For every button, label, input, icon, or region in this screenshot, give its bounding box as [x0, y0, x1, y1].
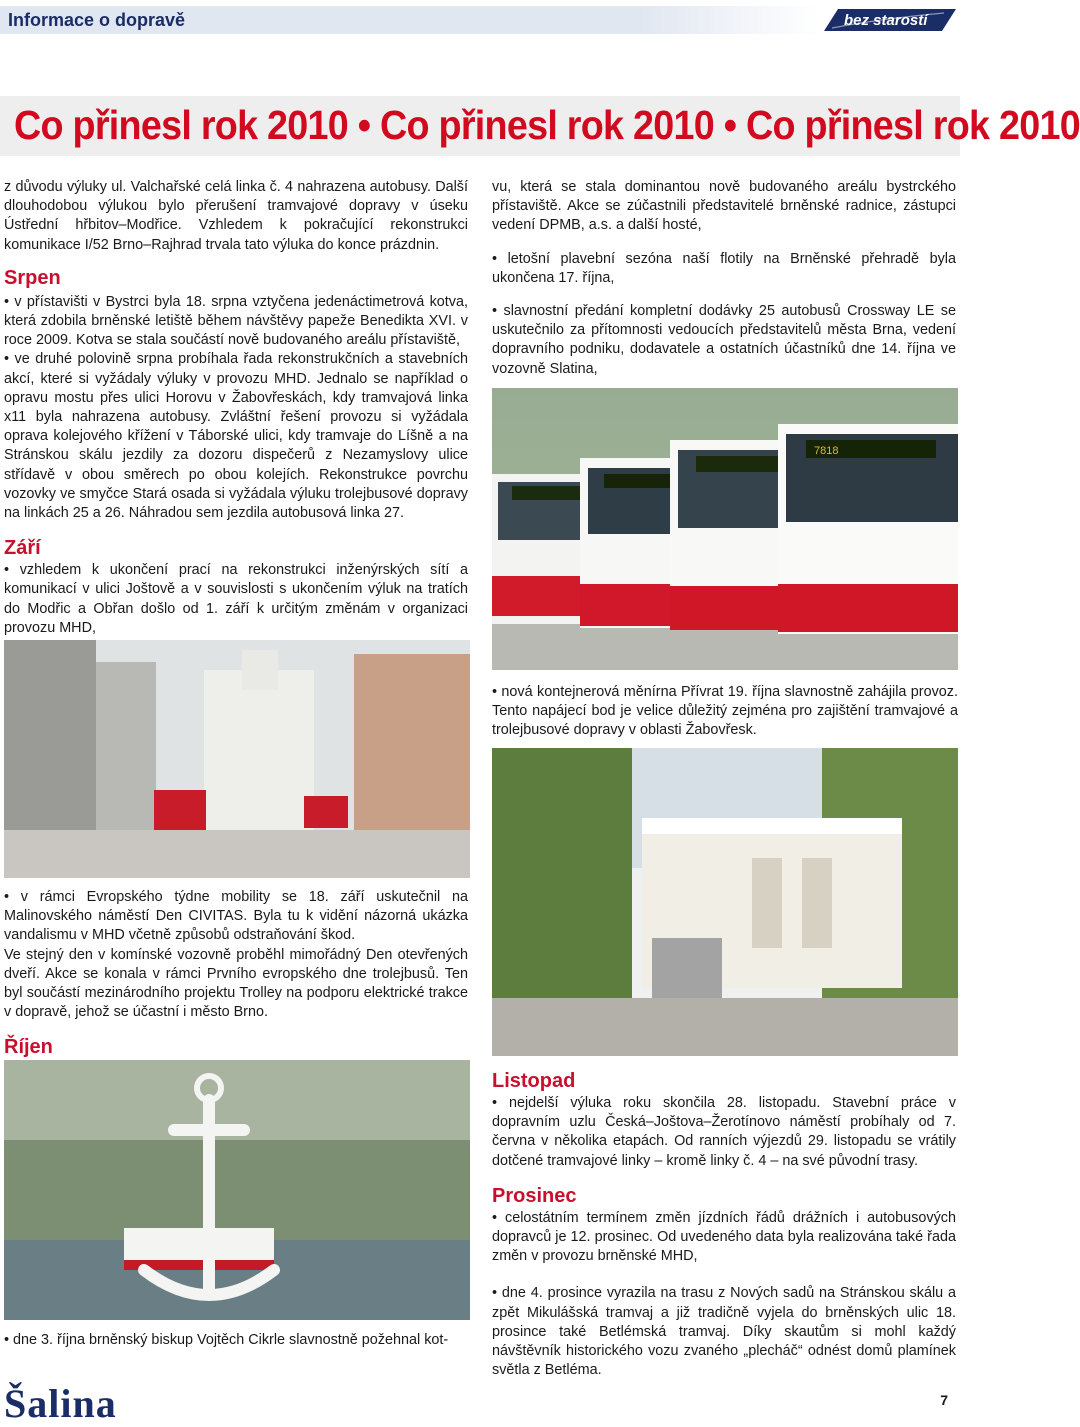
prosinec-bullet-2: • dne 4. prosince vyrazila na trasu z Nových sadů na Stránskou skálu a zpět Mikulášská tramvaj a již tradičně vyjela do brněnských ulic 18. prosince také Betlémská tramvaj. Díky skautům si mohl každý návštěvník historického vozu zvaného „plecháč“ odnést domů plamínek světla z Betléma. [492, 1284, 956, 1380]
photo-substation [492, 748, 958, 1056]
srpen-bullet-1: • v přístavišti v Bystrci byla 18. srpna vztyčena jedenáctimetrová kotva, která zdobila brněnské letiště během návštěvy papeže Benedikta XVI. v roce 2009. Kotva se stala součástí nově budovaného areálu přístaviště, [4, 293, 468, 351]
left-column-top [4, 178, 468, 638]
zari-bullet-2a: • v rámci Evropského týdne mobility se 18. září uskutečnil na Malinovského náměstí Den CIVITAS. Byla tu k vidění názorná ukázka vandalismu v MHD včetně způsobů odstraňování škod. [4, 888, 468, 946]
photo-anchor [4, 1060, 470, 1320]
headline: Co přinesl rok 2010 • Co přinesl rok 2010 • Co přinesl rok 2010 [14, 102, 1080, 148]
left-intro: z důvodu výluky ul. Valchařské celá linka č. 4 nahrazena autobusy. Další dlouhodobou výlukou bylo přerušení tramvajové dopravy v úseku Ústřední hřbitov–Modřice. Vzhledem k pokračující rekonstrukci komunikace I/52 Brno–Rajhrad trvala tato výluka do konce prázdnin. [4, 179, 468, 253]
bez-starosti-logo [818, 5, 958, 35]
magazine-title: Šalina [4, 1381, 117, 1426]
logo-text: bez starostí [844, 12, 928, 29]
prosinec-bullet-1: • celostátním termínem změn jízdních řádů drážních i autobusových dopravců je 12. prosinec. Od uvedeného data byla realizována také řada změn v provozu brněnské MHD, [492, 1209, 956, 1267]
section-label: Informace o dopravě [8, 10, 186, 30]
header-bar [0, 0, 960, 38]
left-column-middle [4, 888, 468, 1060]
svg-text:7818: 7818 [814, 445, 839, 457]
rijen-bullet-kotva: • dne 3. října brněnský biskup Vojtěch Cikrle slavnostně požehnal kot- [4, 1331, 468, 1350]
month-prosinec: Prosinec [492, 1184, 577, 1207]
rijen-bullet-privrat: • nová kontejnerová měnírna Přívrat 19. října slavnostně zahájila provoz. Tento napájecí bod je velice důležitý zejména pro zajištění tramvajové a trolejbusové dopravy v oblasti Žabovřesk. [492, 683, 958, 741]
right-intro: vu, která se stala dominantou nově budovaného areálu bystrckého přístaviště. Akce se zúčastnili představitelé brněnské radnice, zástupci vedení DPMB, a.s. a další hosté, [492, 179, 956, 234]
month-listopad: Listopad [492, 1070, 576, 1092]
month-zari: Září [4, 537, 41, 560]
zari-bullet-2b: Ve stejný den v komínské vozovně proběhl mimořádný Den otevřených dveří. Akce se konala v rámci Prvního evropského dne trolejbusů. Ten byl součástí mezinárodního projektu Trolley na podporu elektrické trakce v dopravě, jehož se účastní i město Brno. [4, 946, 468, 1021]
page-number: 7 [940, 1392, 948, 1408]
photo-buses [492, 388, 958, 670]
zari-bullet-1: • vzhledem k ukončení prací na rekonstrukci inženýrských sítí a komunikací v ulici Joštově a v souvislosti s ukončením výluk na tratích do Modřic a Obřan došlo od 1. září k určitým změnám v organizaci provozu MHD, [4, 561, 468, 638]
right-column-privrat [492, 683, 958, 741]
srpen-bullet-2: • ve druhé polovině srpna probíhala řada rekonstrukčních a stavebních akcí, které si vyžádaly výluky v provozu MHD. Jednalo se například o opravu mostu přes ulici Horovu v Žabovřeskách, kdy tramvajová linka x11 byla nahrazena autobusy. Zvláštní řešení provozu si vyžádala oprava kolejového křížení v Táborské ulici, kdy tramvaje do Líšně a na Stránskou skálu jezdily za dozoru dispečerů z Nezamyslovy ulice střídavě v obou směrech po obou kolejích. Rekonstrukce povrchu vozovky ve smyčce Stará osada si vyžádala výluku trolejbusové dopravy na linkách 25 a 26. Náhradou sem jezdila autobusová linka 27. [4, 350, 468, 523]
rijen-bullet-plavba: • letošní plavební sezóna naší flotily na Brněnské přehradě byla ukončena 17. října, [492, 250, 956, 288]
left-column-bottom [4, 1331, 468, 1350]
right-column-bottom [492, 1068, 956, 1380]
photo-square [4, 640, 470, 878]
month-srpen: Srpen [4, 266, 61, 289]
right-column-top [492, 178, 956, 379]
rijen-bullet-autobusy: • slavnostní předání kompletní dodávky 25 autobusů Crossway LE se uskutečnilo za přítomnosti vedoucích představitelů města Brna, vedení dopravního podniku, dodavatele a ostatních účastníků dne 14. října ve vozovně Slatina, [492, 302, 956, 379]
header-band-fade [640, 6, 820, 34]
headline-band [0, 96, 1080, 156]
listopad-bullet-1: • nejdelší výluka roku skončila 28. listopadu. Stavební práce v dopravním uzlu Česká–Joštova–Žerotínovo náměstí probíhaly od 7. června v několika etapách. Od ranních výjezdů 29. listopadu se vrátily dotčené tramvajové linky – kromě linky č. 4 – na své původní trasy. [492, 1094, 956, 1171]
month-rijen: Říjen [4, 1036, 53, 1059]
